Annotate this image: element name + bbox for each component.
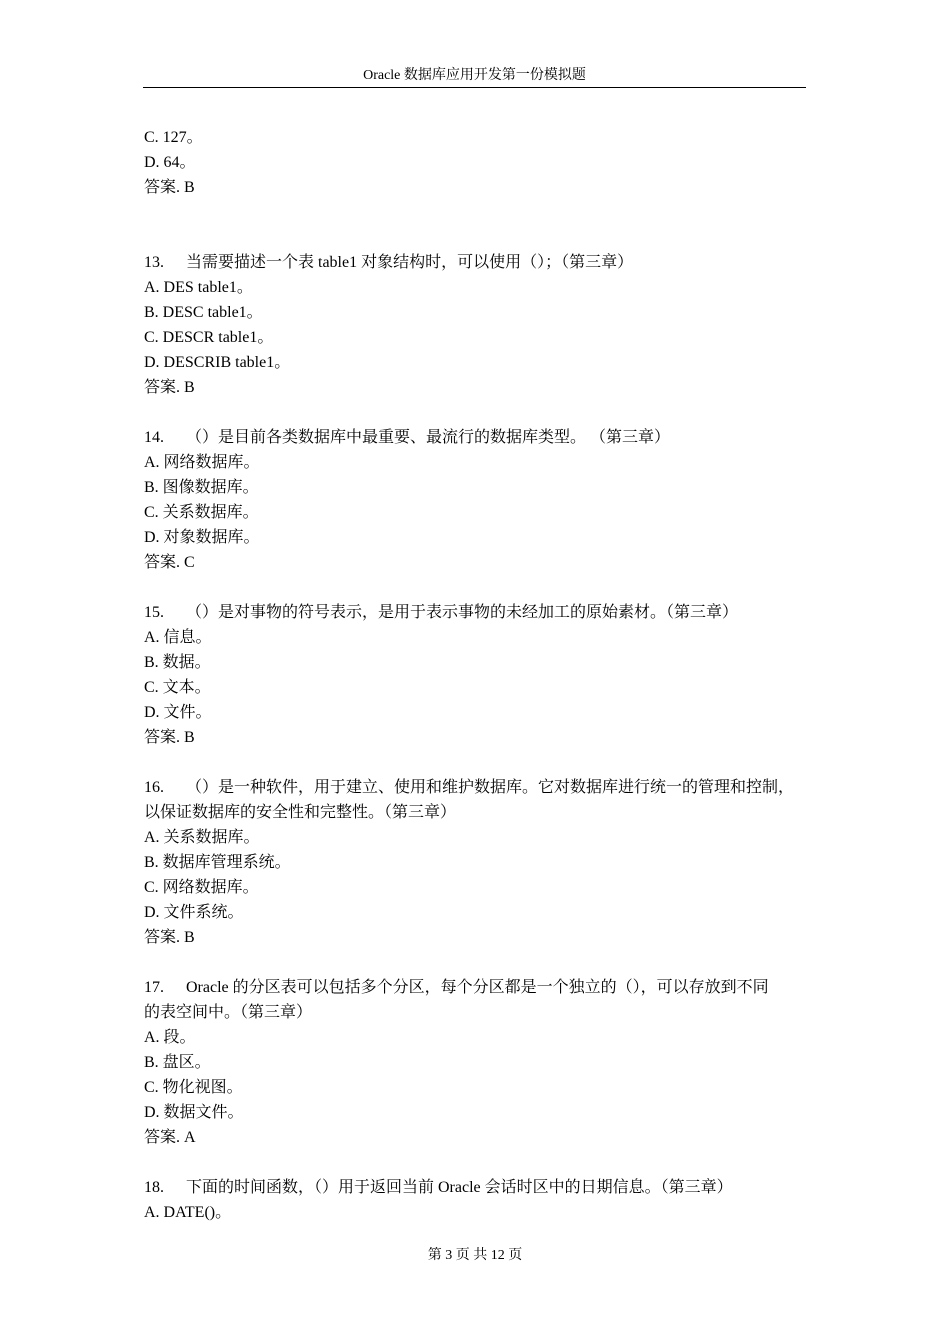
question-16-line: [144, 775, 824, 800]
question-17-line: [144, 975, 824, 1000]
question-14-line: [144, 425, 824, 450]
option-line: C. 文本。: [144, 679, 211, 696]
question-number: 16.: [144, 779, 164, 796]
answer-line: 答案. B: [144, 179, 195, 196]
question-text: 当需要描述一个表 table1 对象结构时，可以使用（）；（第三章）: [186, 254, 634, 271]
question-number: 15.: [144, 604, 164, 621]
option-line: D. DESCRIB table1。: [144, 354, 291, 371]
option-line: B. 图像数据库。: [144, 479, 259, 496]
option-line: D. 文件。: [144, 704, 212, 721]
option-line: A. 段。: [144, 1029, 196, 1046]
option-line: D. 文件系统。: [144, 904, 244, 921]
option-line: B. 盘区。: [144, 1054, 211, 1071]
question-text: （）是对事物的符号表示，是用于表示事物的未经加工的原始素材。（第三章）: [186, 604, 739, 621]
question-number: 14.: [144, 429, 164, 446]
option-line: C. 网络数据库。: [144, 879, 259, 896]
question-text: （）是目前各类数据库中最重要、最流行的数据库类型。 （第三章）: [186, 429, 671, 446]
option-line: A. 网络数据库。: [144, 454, 260, 471]
option-line: B. 数据。: [144, 654, 211, 671]
question-text: Oracle 的分区表可以包括多个分区，每个分区都是一个独立的（），可以存放到不同: [186, 979, 769, 996]
option-line: D. 64。: [144, 154, 196, 171]
answer-line: 答案. B: [144, 379, 195, 396]
option-line: B. 数据库管理系统。: [144, 854, 291, 871]
question-13-line: [144, 250, 824, 275]
question-text-continuation: 以保证数据库的安全性和完整性。（第三章）: [144, 804, 457, 821]
option-line: C. 物化视图。: [144, 1079, 243, 1096]
option-line: B. DESC table1。: [144, 304, 263, 321]
question-15-line: [144, 600, 824, 625]
option-line: A. 信息。: [144, 629, 212, 646]
question-number: 13.: [144, 254, 164, 271]
option-line: A. 关系数据库。: [144, 829, 260, 846]
page-footer: 第 3 页 共 12 页: [427, 1248, 523, 1263]
answer-line: 答案. A: [144, 1129, 196, 1146]
answer-line: 答案. C: [144, 554, 195, 571]
option-line: C. 127。: [144, 129, 203, 146]
option-line: A. DES table1。: [144, 279, 253, 296]
option-line: D. 对象数据库。: [144, 529, 260, 546]
question-text: 下面的时间函数，（）用于返回当前 Oracle 会话时区中的日期信息。（第三章）: [186, 1179, 733, 1196]
option-line: C. DESCR table1。: [144, 329, 274, 346]
question-text-continuation: 的表空间中。（第三章）: [144, 1004, 313, 1021]
question-number: 17.: [144, 979, 164, 996]
option-line: A. DATE()。: [144, 1204, 232, 1221]
option-line: C. 关系数据库。: [144, 504, 259, 521]
question-18-line: [144, 1175, 824, 1200]
option-line: D. 数据文件。: [144, 1104, 244, 1121]
document-body: [144, 125, 824, 1225]
answer-line: 答案. B: [144, 729, 195, 746]
answer-line: 答案. B: [144, 929, 195, 946]
question-text: （）是一种软件，用于建立、使用和维护数据库。它对数据库进行统一的管理和控制，: [186, 779, 795, 796]
header-rule: [143, 87, 806, 88]
question-number: 18.: [144, 1179, 164, 1196]
page-header-title: Oracle 数据库应用开发第一份模拟题: [363, 68, 586, 83]
